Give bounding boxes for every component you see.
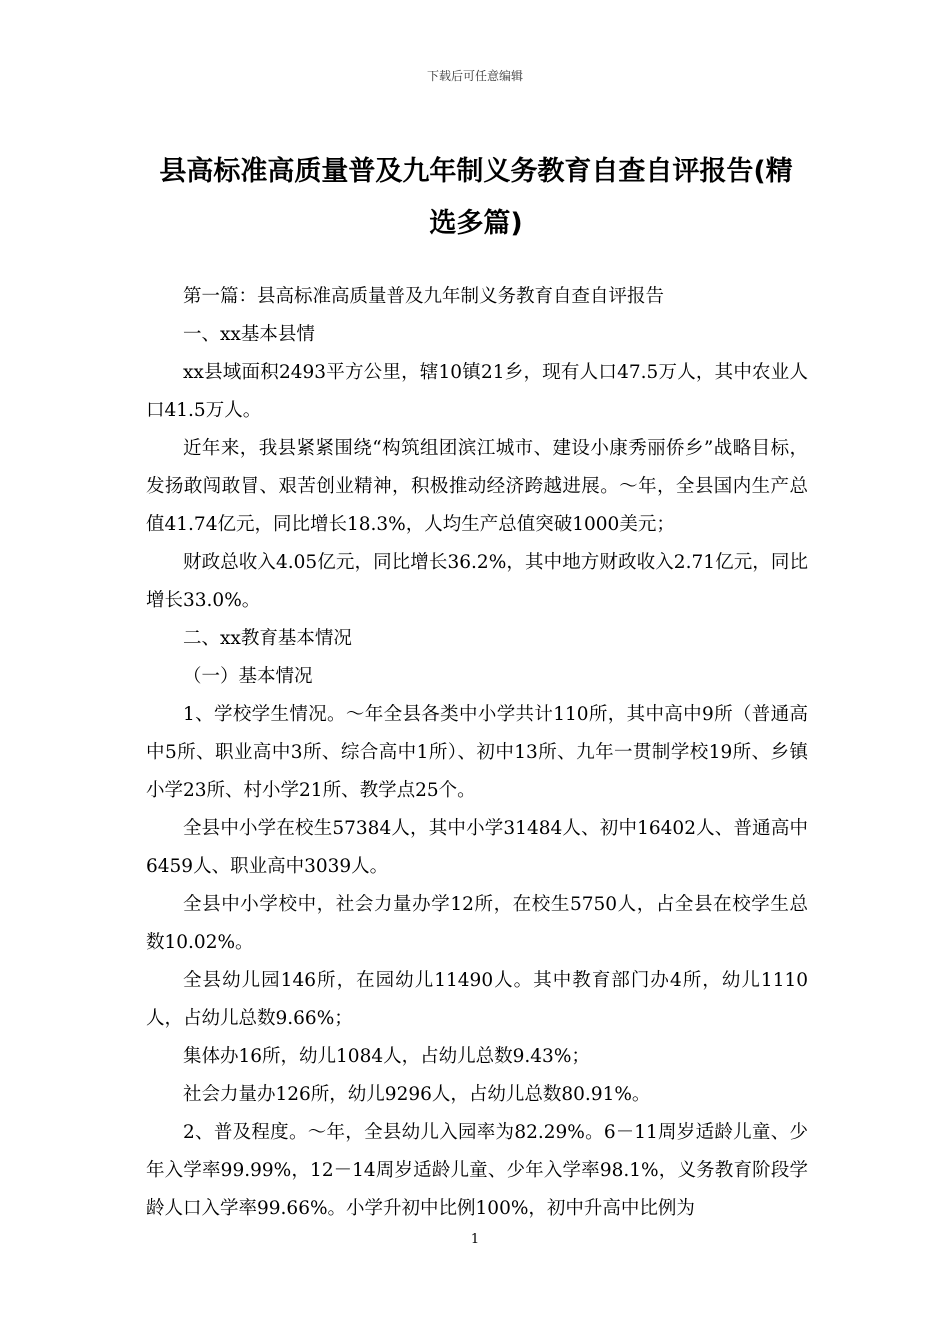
page-number: 1 (470, 1232, 480, 1247)
paragraph: 二、xx教育基本情况 (183, 628, 352, 649)
paragraph: 第一篇：县高标准高质量普及九年制义务教育自查自评报告 (183, 286, 665, 307)
document-body (146, 278, 808, 1228)
paragraph: 1、学校学生情况。～年全县各类中小学共计110所，其中高中9所（普通高中5所、职业高中3所、综合高中1所）、初中13所、九年一贯制学校19所、乡镇小学23所、村小学21所、教学点25个。 (146, 704, 808, 801)
header-note: 下载后可任意编辑 (426, 69, 523, 83)
paragraph: 全县中小学校中，社会力量办学12所，在校生5750人，占全县在校学生总数10.02%。 (146, 894, 808, 953)
paragraph: 2、普及程度。～年，全县幼儿入园率为82.29%。6－11周岁适龄儿童、少年入学率99.99%，12－14周岁适龄儿童、少年入学率98.1%，义务教育阶段学龄人口入学率99.66%。小学升初中比例100%，初中升高中比例为 (146, 1122, 808, 1219)
paragraph: 全县中小学在校生57384人，其中小学31484人、初中16402人、普通高中6459人、职业高中3039人。 (146, 818, 808, 877)
paragraph: 全县幼儿园146所，在园幼儿11490人。其中教育部门办4所，幼儿1110人，占幼儿总数9.66%； (146, 970, 808, 1029)
paragraph: 财政总收入4.05亿元，同比增长36.2%，其中地方财政收入2.71亿元，同比增长33.0%。 (146, 552, 808, 611)
paragraph: （一）基本情况 (183, 666, 313, 687)
document-title: 县高标准高质量普及九年制义务教育自查自评报告(精选多篇) (159, 156, 793, 239)
paragraph: 集体办16所，幼儿1084人，占幼儿总数9.43%； (183, 1046, 590, 1067)
paragraph: xx县域面积2493平方公里，辖10镇21乡，现有人口47.5万人，其中农业人口41.5万人。 (146, 362, 808, 421)
paragraph: 近年来，我县紧紧围绕“构筑组团滨江城市、建设小康秀丽侨乡”战略目标，发扬敢闯敢冒、艰苦创业精神，积极推动经济跨越进展。～年，全县国内生产总值41.74亿元，同比增长18.3%，人均生产总值突破1000美元； (146, 438, 808, 535)
paragraph: 社会力量办126所，幼儿9296人，占幼儿总数80.91%。 (183, 1084, 651, 1105)
paragraph: 一、xx基本县情 (183, 324, 315, 345)
